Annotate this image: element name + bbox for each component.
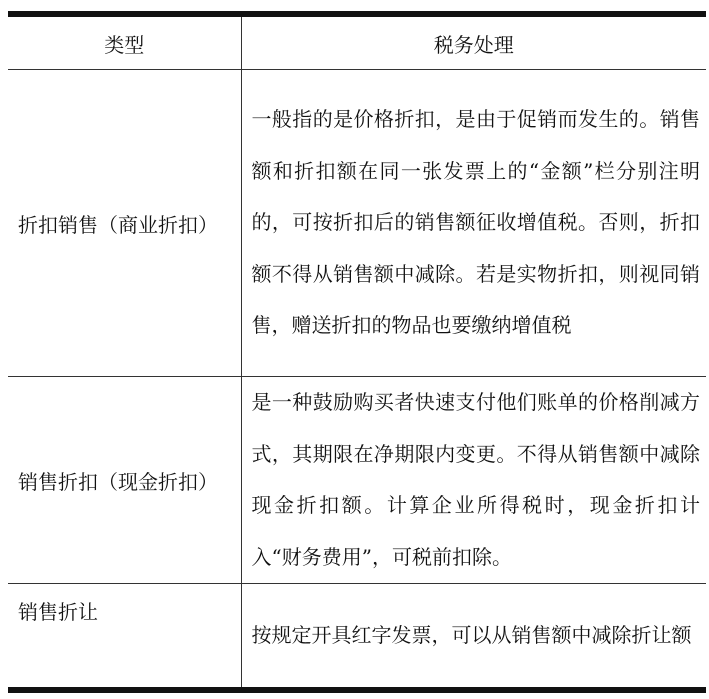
table-row (8, 70, 706, 377)
table-row (8, 584, 706, 687)
table-row (8, 377, 706, 584)
table-bottom-rule (8, 687, 706, 693)
row-type-commercial-discount: 折扣销售（商业折扣） (8, 70, 241, 377)
header-type: 类型 (8, 17, 241, 70)
row-treatment-commercial-discount (241, 70, 706, 377)
header-treatment: 税务处理 (241, 17, 706, 70)
tax-treatment-table (8, 17, 706, 687)
row-type-cash-discount: 销售折扣（现金折扣） (8, 377, 241, 584)
discount-tax-table (8, 0, 706, 693)
header-row (8, 17, 706, 70)
treatment-text: 按规定开具红字发票，可以从销售额中减除折让额 (251, 622, 692, 647)
treatment-text: 是一种鼓励购买者快速支付他们账单的价格削减方式，其期限在净期限内变更。不得从销售额中减除现金折扣额。计算企业所得税时，现金折扣计入“财务费用”，可税前扣除。 (251, 390, 700, 569)
treatment-text: 一般指的是价格折扣，是由于促销而发生的。销售额和折扣额在同一张发票上的“金额”栏分别注明的，可按折扣后的销售额征收增值税。否则，折扣额不得从销售额中减除。若是实物折扣，则视同销售，赠送折扣的物品也要缴纳增值税 (251, 107, 700, 338)
row-treatment-sales-allowance (241, 584, 706, 687)
row-type-sales-allowance: 销售折让 (8, 584, 241, 687)
row-treatment-cash-discount (241, 377, 706, 584)
